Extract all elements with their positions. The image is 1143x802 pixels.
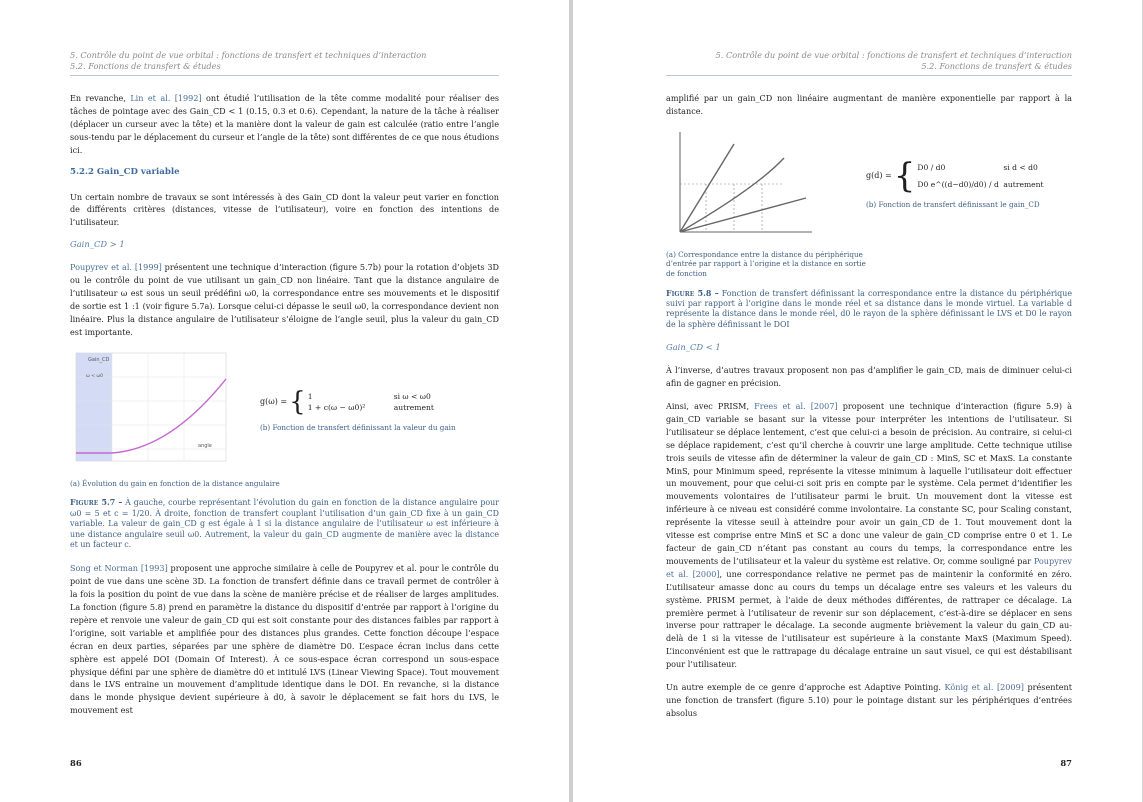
case-cond: si ω < ω0	[393, 391, 431, 401]
brace-glyph: {	[289, 386, 306, 417]
case-expr: 1 + c(ω − ω0)²	[307, 402, 366, 412]
case-expr: D0 / d0	[917, 162, 946, 172]
text: Ainsi, avec PRISM,	[666, 401, 750, 412]
citation-link[interactable]: König et al. [2009]	[944, 682, 1024, 693]
case-cond: si d < d0	[1003, 162, 1038, 172]
figure-caption	[70, 498, 499, 550]
chart-label-angle: angle	[198, 442, 212, 449]
page-number: 87	[1060, 758, 1072, 768]
citation-link[interactable]: Song et Norman [1993]	[70, 563, 168, 574]
figure-5-8a	[666, 128, 866, 244]
case-cond: autrement	[1003, 179, 1044, 189]
formula-g-d	[866, 155, 1072, 196]
header-chapter: 5. Contrôle du point de vue orbital : fonctions de transfert et techniques d’interaction	[70, 50, 427, 60]
figure-5-7b	[230, 349, 499, 433]
formula-lhs: g(d) =	[866, 170, 892, 180]
text: , une correspondance relative ne permet pas de maintenir la conformité en zéro. L’utilisateur amasse donc au cours du temps un décalage entre ses valeurs et les valeurs du système. PRISM permet, à l’aide de deux méthodes différentes, de rattraper ce décalage. La première permet à l’utilisateur de revenir sur son déplacement, c’est-à-dire se déplacer en sens inverse pour rattraper le décalage. La seconde augmente brièvement la valeur du gain_CD au-delà de 1 si la vitesse de l’utilisateur est supérieure à la constante MaxS (Maximum Speed). L’inconvénient est que le rattrapage du décalage entraine un saut visuel, ce qui est déstabilisant pour l’utilisateur.	[666, 568, 1072, 670]
subcaption: (a) Correspondance entre la distance du périphérique d’entrée par rapport à l’origine et la distance en sortie de fonction	[666, 249, 866, 278]
gain-curve-chart	[70, 349, 228, 469]
citation-link[interactable]: Poupyrev et al. [1999]	[70, 262, 162, 273]
subcaption: (b) Fonction de transfert définissant le gain_CD	[866, 199, 1040, 209]
formula-g-omega	[260, 386, 499, 417]
figure-label: Figure 5.7 –	[70, 498, 123, 508]
header-chapter: 5. Contrôle du point de vue orbital : fonctions de transfert et techniques d’interaction	[715, 50, 1072, 60]
figure-label: Figure 5.8 –	[666, 288, 719, 298]
text: proposent une technique d’interaction (figure 5.9) à gain_CD variable se basant sur la vitesse pour interpréter les intentions de l’utilisateur. Si l’utilisateur se déplace lentement, c’est que celui-ci a besoin de précision. Au contraire, si celui-ci se déplace rapidement, c’est qu’il cherche à couvrir une large amplitude. Cette technique utilise trois seuils de vitesse afin de déterminer la valeur de gain_CD : MinS, SC et MaxS. La constante MinS, pour Minimum speed, représente la vitesse minimum à laquelle l’utilisateur doit effectuer un mouvement, pour que celui-ci soit pris en compte par le système. Cela permet d’identifier les mouvements volontaires de l’utilisateur parmi le bruit. Un mouvement dont la vitesse est inférieure à ce niveau est considéré comme involontaire. La constante SC, pour Scaling constant, représente la vitesse seuil à atteindre pour avoir un gain_CD de 1. Tout mouvement dont la vitesse est comprise entre MinS et SC a donc une valeur de gain_CD comprise entre 0 et 1. Le facteur de gain_CD n’étant pas constant au cours du temps, la correspondance entre les mouvements de l’utilisateur et la valeur du système est relative. Or, comme souligné par	[666, 401, 1072, 566]
subcaption: (b) Fonction de transfert définissant la valeur du gain	[260, 422, 456, 432]
text: présentent une technique d’interaction (figure 5.7b) pour la rotation d’objets 3D ou le contrôle du point de vue utilisant un gain_CD non linéaire. Tant que la distance angulaire de l’utilisateur ω est sous un seuil prédéfini ω0, la correspondance entre ses mouvements et le dispositif de sortie est 1 :1 (voir figure 5.7a). Lorsque celui-ci dépasse le seuil ω0, la correspondance devient non linéaire. Plus la distance angulaire de l’utilisateur s’éloigne de l’angle seuil, plus la valeur du gain_CD est importante.	[70, 262, 499, 337]
left-page	[0, 0, 569, 802]
paragraph	[70, 261, 499, 338]
header-rule	[666, 75, 1072, 76]
text: présentent une fonction de transfert (figure 5.10) pour le pointage distant sur les périphériques d’entrées absolus	[666, 682, 1072, 718]
figure-caption	[666, 289, 1072, 331]
case-row	[917, 179, 1043, 190]
formula-cases	[308, 391, 434, 413]
header-section: 5.2. Fonctions de transfert & études	[70, 61, 221, 71]
paragraph	[70, 562, 499, 717]
case-expr: D0 e^((d−d0)/d0) / d	[917, 179, 999, 189]
citation-link[interactable]: Poupyrev et al. [2000]	[666, 555, 1073, 579]
header-section: 5.2. Fonctions de transfert & études	[921, 61, 1072, 71]
page-number: 86	[70, 758, 82, 768]
figure-5-8b	[866, 128, 1072, 210]
paragraph: Un certain nombre de travaux se sont intéressés à des Gain_CD dont la valeur peut varier en fonction de différents critères (distances, vitesse de l’utilisateur), voire en fonction des intentions de l’utilisateur.	[70, 191, 499, 228]
text: Un autre exemple de ce genre d’approche est Adaptive Pointing.	[666, 682, 941, 693]
text: En revanche,	[70, 93, 126, 103]
formula-cases	[917, 162, 1043, 190]
case-expr: 1	[307, 391, 313, 401]
formula-lhs: g(ω) =	[260, 396, 288, 406]
case-row	[308, 402, 434, 413]
running-header	[70, 50, 499, 72]
subheading: Gain_CD < 1	[666, 342, 721, 353]
section-title: 5.2.2 Gain_CD variable	[70, 166, 180, 177]
header-rule	[70, 75, 499, 76]
running-header	[666, 50, 1072, 72]
paragraph	[666, 681, 1072, 720]
figure-5-7	[70, 349, 499, 473]
chart-label-region: ω < ω0	[86, 373, 104, 379]
brace-glyph: {	[893, 155, 916, 196]
subheading: Gain_CD > 1	[70, 239, 125, 250]
right-page	[573, 0, 1142, 802]
case-cond: autrement	[393, 402, 434, 412]
case-row	[917, 162, 1043, 173]
subcaption: (a) Évolution du gain en fonction de la distance angulaire	[70, 478, 280, 488]
figure-5-8	[666, 128, 1072, 244]
citation-link[interactable]: Frees et al. [2007]	[754, 401, 838, 412]
text: ont étudié l’utilisation de la tête comme modalité pour réaliser des tâches de pointage avec des Gain_CD < 1 (0.15, 0.3 et 0.6). Cependant, la nature de la tâche à réaliser (déplacer un curseur avec la tête) et la manière dont la valeur de gain est calculée (ratio entre l’angle sous-tendu par le déplacement du curseur et l’angle de la tête) sont différentes de ce que nous étudions ici.	[70, 93, 500, 155]
case-row	[308, 391, 434, 402]
paragraph: À l’inverse, d’autres travaux proposent non pas d’amplifier le gain_CD, mais de diminuer celui-ci afin de gagner en précision.	[666, 365, 1072, 389]
distance-mapping-chart	[666, 128, 816, 240]
paragraph: amplifié par un gain_CD non linéaire augmentant de manière exponentielle par rapport à la distance.	[666, 93, 1072, 116]
text: proposent une approche similaire à celle de Poupyrev et al. pour le contrôle du point de vue dans une scène 3D. La fonction de transfert définie dans ce travail permet de contrôler à la fois la position du point de vue dans la scène de manière précise et de réaliser de larges amplitudes. La fonction (figure 5.8) prend en paramètre la distance du dispositif d’entrée par rapport à l’origine du repère et renvoie une valeur de gain_CD qui est soit constante pour des distances faibles par rapport à l’origine, soit variable et amplifiée pour des distances plus grandes. Cette fonction découpe l’espace écran en deux parties, séparées par une sphère de diamètre D0. L’espace écran inclus dans cette sphère est appelé DOI (Domain Of Interest). À ce sous-espace écran correspond un sous-espace physique défini par une sphère de diamètre d0 et intitulé LVS (Linear Viewing Space). Tout mouvement dans le LVS entraine un mouvement d’amplitude identique dans le DOI. En revanche, si la distance dans le monde physique devient supérieure à d0, à savoir le déplacement se fait hors du LVS, le mouvement est	[70, 563, 499, 716]
caption-text: Fonction de transfert définissant la correspondance entre la distance du périphérique suivi par rapport à l’origine dans le monde réel et sa distance dans le monde virtuel. La variable d représente la distance dans le monde réel, d0 le rayon de la sphère définissant le LVS et D0 le rayon de la sphère définissant le DOI	[666, 288, 1072, 329]
citation-link[interactable]: Lin et al. [1992]	[130, 93, 202, 103]
paragraph	[666, 400, 1072, 671]
caption-text: À gauche, courbe représentant l’évolution du gain en fonction de la distance angulaire pour ω0 = 5 et c = 1/20. À droite, fonction de transfert couplant l’utilisation d’un gain_CD fixe à un gain_CD variable. La valeur de gain_CD g est égale à 1 si la distance angulaire de l’utilisateur ω est inférieure à une distance angulaire seuil ω0. Autrement, la valeur du gain_CD augmente de manière avec la distance et un facteur c.	[70, 498, 499, 549]
figure-5-7a	[70, 349, 230, 473]
chart-label-gain: Gain_CD	[88, 356, 110, 363]
paragraph	[70, 92, 499, 157]
